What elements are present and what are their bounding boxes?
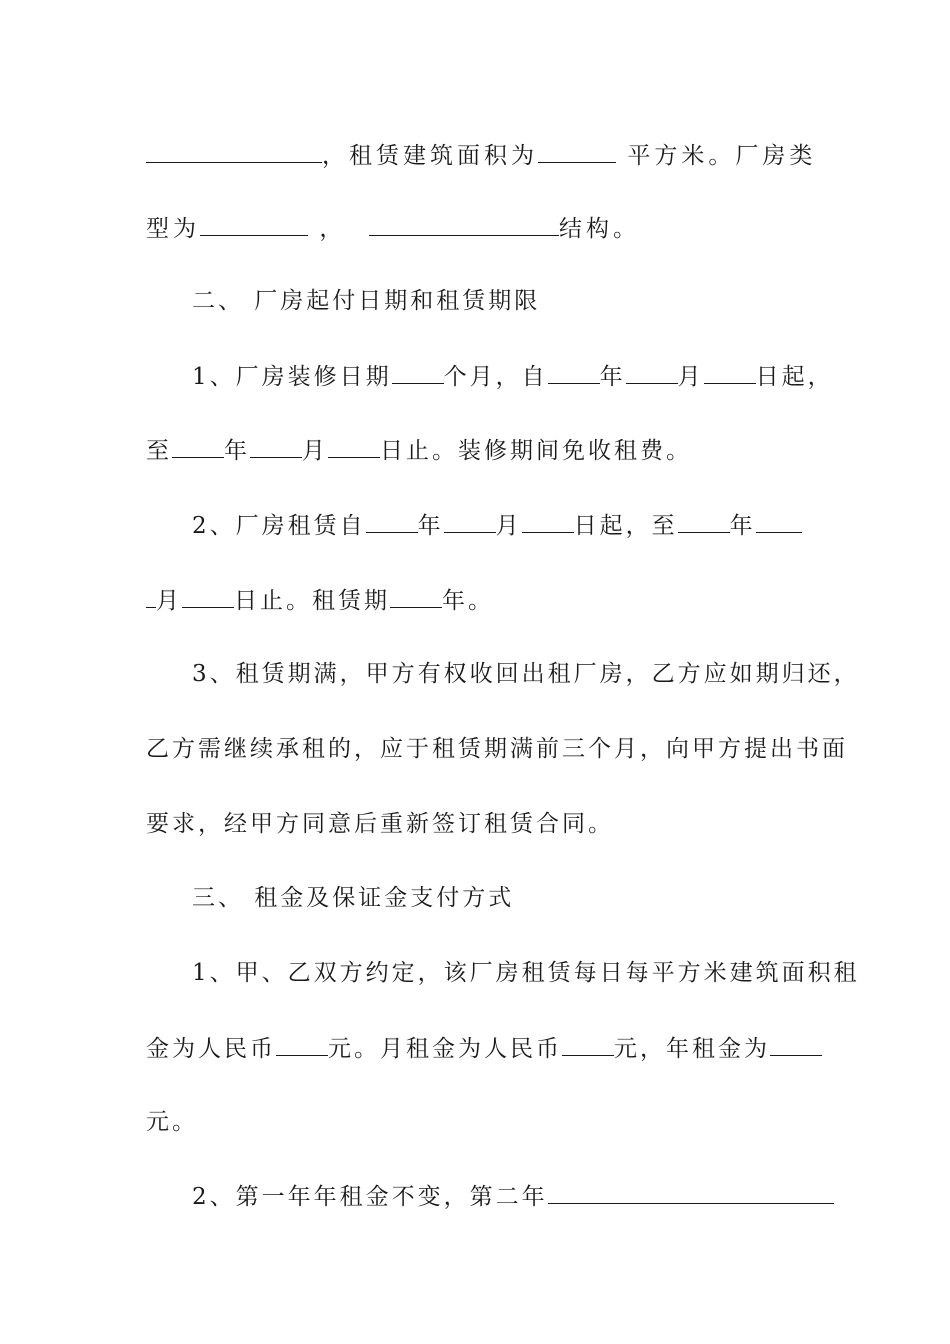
- contract-line: 3、租赁期满，甲方有权收回出租厂房，乙方应如期归还，: [192, 661, 860, 687]
- blank-field: [548, 361, 600, 384]
- blank-field: [538, 140, 616, 163]
- text-segment: 元。月租金为人民币: [328, 1036, 562, 1062]
- blank-field: [146, 140, 322, 163]
- contract-line: 乙方需继续承租的，应于租赁期满前三个月，向甲方提出书面: [146, 736, 848, 762]
- blank-field: [756, 510, 802, 533]
- text-segment: 2、第一年年租金不变，第二年: [192, 1184, 548, 1210]
- blank-field: [369, 213, 559, 236]
- blank-field: [276, 1033, 328, 1056]
- contract-line: [192, 1181, 872, 1212]
- blank-field: [250, 435, 302, 458]
- text-segment: 元，年租金为: [614, 1036, 770, 1062]
- contract-line: [146, 213, 826, 244]
- contract-line: 1、甲、乙双方约定，该厂房租赁每日每平方米建筑面积租: [192, 960, 860, 986]
- text-segment: 年: [729, 513, 756, 539]
- text-segment: 年: [417, 513, 444, 539]
- text-segment: 日起，: [755, 364, 834, 390]
- contract-line: [192, 361, 872, 392]
- text-segment: 年。: [442, 588, 494, 614]
- contract-line: [146, 435, 826, 466]
- contract-line: [146, 1033, 826, 1064]
- blank-field: [328, 435, 380, 458]
- text-segment: 月: [677, 364, 704, 390]
- text-segment: 2、厂房租赁自: [192, 513, 366, 539]
- text-segment: 金为人民币: [146, 1036, 276, 1062]
- text-segment: 日起，至: [573, 513, 678, 539]
- blank-field: [770, 1033, 822, 1056]
- blank-field: [182, 585, 234, 608]
- contract-line: [192, 510, 872, 541]
- blank-field: [172, 435, 224, 458]
- section-heading: 三、 租金及保证金支付方式: [192, 885, 515, 911]
- text-segment: 结构。: [558, 216, 640, 242]
- blank-field: [562, 1033, 614, 1056]
- text-segment: 月: [495, 513, 522, 539]
- blank-field: [678, 510, 730, 533]
- blank-field: [548, 1181, 834, 1204]
- blank-field: [626, 361, 678, 384]
- text-segment: 月: [156, 588, 182, 614]
- text-segment: 1、厂房装修日期: [192, 364, 392, 390]
- text-segment: 平方米。厂房类: [627, 143, 817, 169]
- blank-field: [704, 361, 756, 384]
- text-segment: 月: [302, 438, 328, 464]
- text-segment: 日止。租赁期: [234, 588, 390, 614]
- text-segment: ，租赁建筑面积为: [322, 143, 538, 169]
- text-segment: ，: [319, 216, 347, 242]
- contract-line: 要求，经甲方同意后重新签订租赁合同。: [146, 811, 614, 837]
- text-segment: 年: [599, 364, 626, 390]
- text-segment: 至: [146, 438, 172, 464]
- contract-line: [146, 585, 826, 616]
- blank-field: [200, 213, 308, 236]
- text-segment: 型为: [146, 216, 200, 242]
- blank-field: [390, 585, 442, 608]
- section-heading: 二、 厂房起付日期和租赁期限: [192, 288, 541, 314]
- text-segment: 个月，自: [443, 364, 548, 390]
- text-segment: 年: [224, 438, 250, 464]
- blank-field: [444, 510, 496, 533]
- blank-field: [522, 510, 574, 533]
- blank-field: [366, 510, 418, 533]
- contract-line: [146, 140, 826, 171]
- contract-line: 元。: [146, 1109, 198, 1135]
- text-segment: 日止。装修期间免收租费。: [380, 438, 692, 464]
- blank-field: [392, 361, 444, 384]
- blank-field: [146, 585, 156, 608]
